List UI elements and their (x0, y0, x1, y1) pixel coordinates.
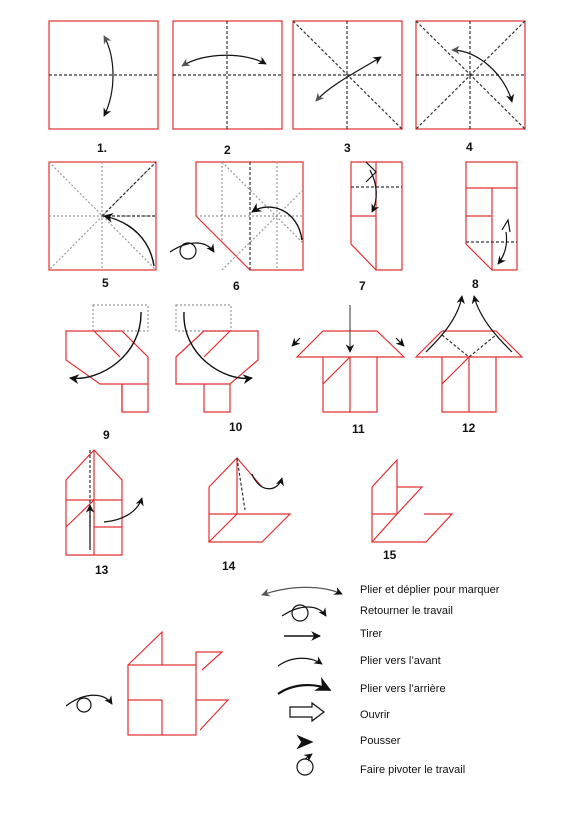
step-5-figure (49, 162, 156, 270)
step-7-figure (351, 162, 402, 270)
step-3-figure (293, 21, 402, 129)
step-6-figure (170, 162, 303, 270)
step-label: 9 (103, 428, 110, 442)
legend-label-fold-unfold: Plier et déplier pour marquer (360, 584, 500, 596)
step-label: 5 (102, 276, 109, 290)
step-label: 7 (359, 279, 366, 293)
legend-icons (262, 587, 342, 775)
step-10-figure (176, 305, 258, 412)
step-label: 4 (466, 140, 473, 154)
final-model-figure (66, 632, 228, 735)
step-14-figure (209, 458, 290, 542)
step-label: 8 (472, 277, 479, 291)
step-1-figure (49, 21, 158, 129)
step-label: 1. (97, 141, 108, 155)
legend-label-push: Pousser (360, 735, 401, 747)
legend-label-pull: Tirer (360, 628, 383, 640)
step-9-figure (66, 305, 148, 412)
step-label: 11 (352, 422, 365, 436)
step-label: 15 (383, 548, 397, 562)
step-13-figure (66, 450, 142, 555)
step-label: 3 (344, 141, 351, 155)
legend-label-valley-fold: Plier vers l’avant (360, 655, 441, 667)
step-label: 12 (462, 421, 476, 435)
step-label: 10 (229, 420, 243, 434)
legend-label-open: Ouvrir (360, 709, 390, 721)
legend-label-rotate: Faire pivoter le travail (360, 764, 466, 776)
legend-label-mountain-fold: Plier vers l’arrière (360, 683, 446, 695)
step-12-figure (416, 296, 522, 412)
step-15-figure (372, 460, 452, 542)
step-4-figure (416, 21, 525, 129)
legend-label-turn-over: Retourner le travail (360, 605, 453, 617)
step-8-figure (466, 162, 517, 270)
step-label: 2 (224, 143, 231, 157)
step-label: 6 (233, 279, 240, 293)
step-label: 14 (222, 559, 236, 573)
step-11-figure (292, 305, 404, 412)
step-2-figure (173, 21, 282, 129)
step-label: 13 (95, 563, 109, 577)
